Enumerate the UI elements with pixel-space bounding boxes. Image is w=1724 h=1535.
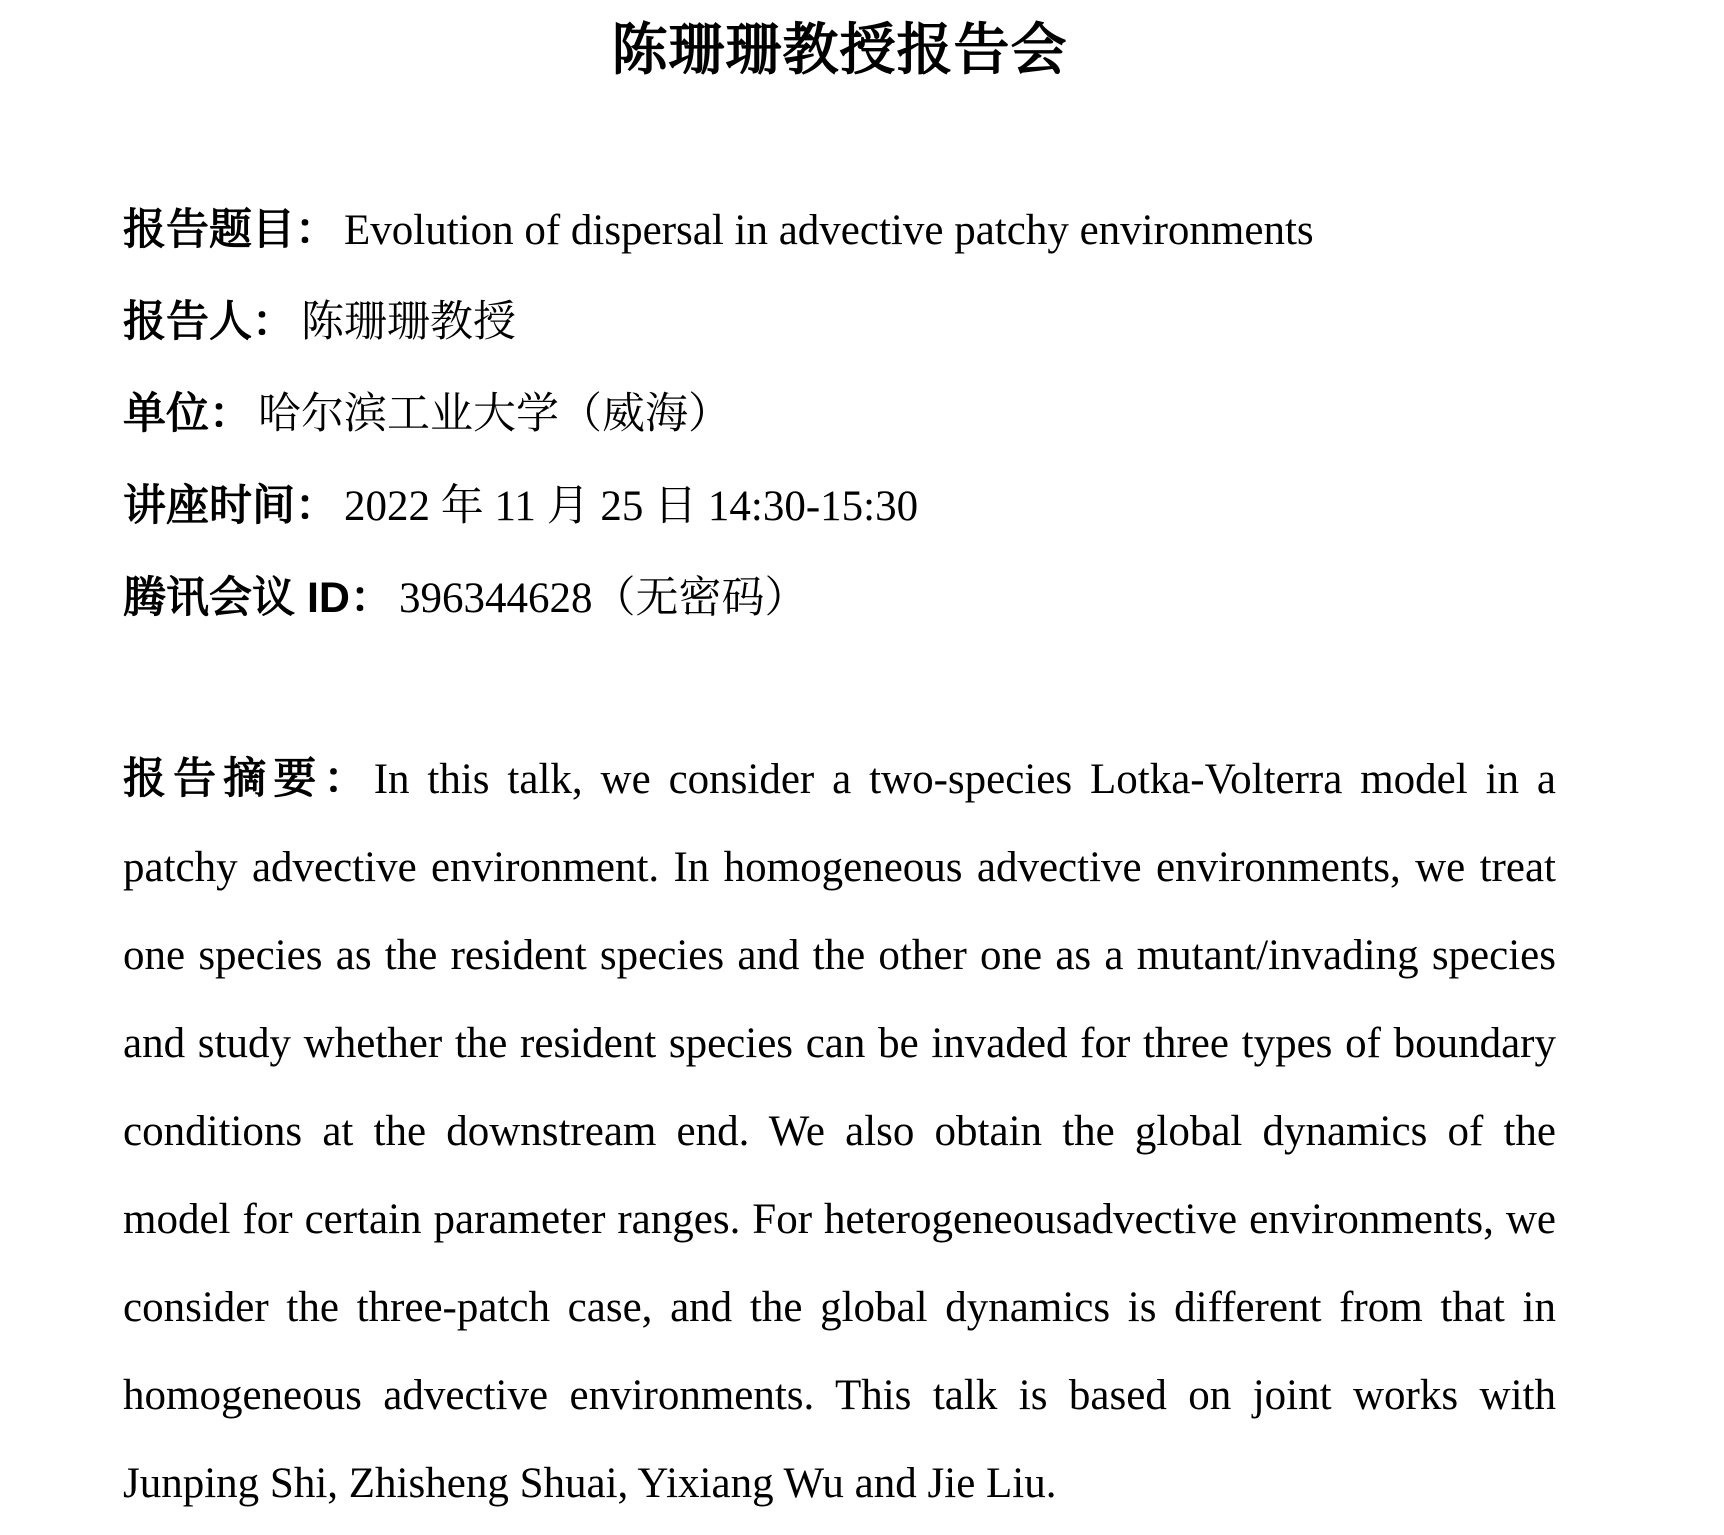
page-title: 陈珊珊教授报告会 [611, 18, 1068, 81]
field-row-meeting-id [123, 574, 1556, 623]
field-label: 单位： [123, 390, 252, 438]
abstract-text: In this talk, we consider a two-species Lotka-Volterra model in a patchy advective environment. In homogeneous advective environments, we treat one species as the resident species and the other one as a mutant/invading species and study whether the resident species can be invaded for three types of boundary conditions at the downstream end. We also obtain the global dynamics of the model for certain parameter ranges. For heterogeneousadvective environments, we consider the three-patch case, and the global dynamics is different from that in homogeneous advective environments. This talk is based on joint works with Junping Shi, Zhisheng Shuai, Yixiang Wu and Jie Liu. [123, 756, 1557, 1507]
field-row-affiliation [123, 390, 1556, 439]
field-row-speaker [123, 298, 1556, 347]
abstract-label: 报告摘要： [123, 755, 374, 803]
field-value: 2022 年 11 月 25 日 14:30-15:30 [344, 483, 919, 530]
field-value: 哈尔滨工业大学（威海） [258, 391, 731, 438]
field-row-talk-title [123, 206, 1556, 255]
field-label: 腾讯会议 ID： [123, 574, 393, 622]
field-label: 报告题目： [123, 206, 338, 254]
field-value: 陈珊珊教授 [301, 299, 516, 346]
field-value: Evolution of dispersal in advective patchy environments [344, 207, 1314, 254]
field-label: 讲座时间： [123, 482, 338, 530]
field-value: 396344628（无密码） [398, 575, 808, 622]
field-row-time [123, 482, 1556, 531]
field-label: 报告人： [123, 298, 295, 346]
field-list [123, 206, 1556, 623]
abstract-paragraph [123, 735, 1556, 1528]
